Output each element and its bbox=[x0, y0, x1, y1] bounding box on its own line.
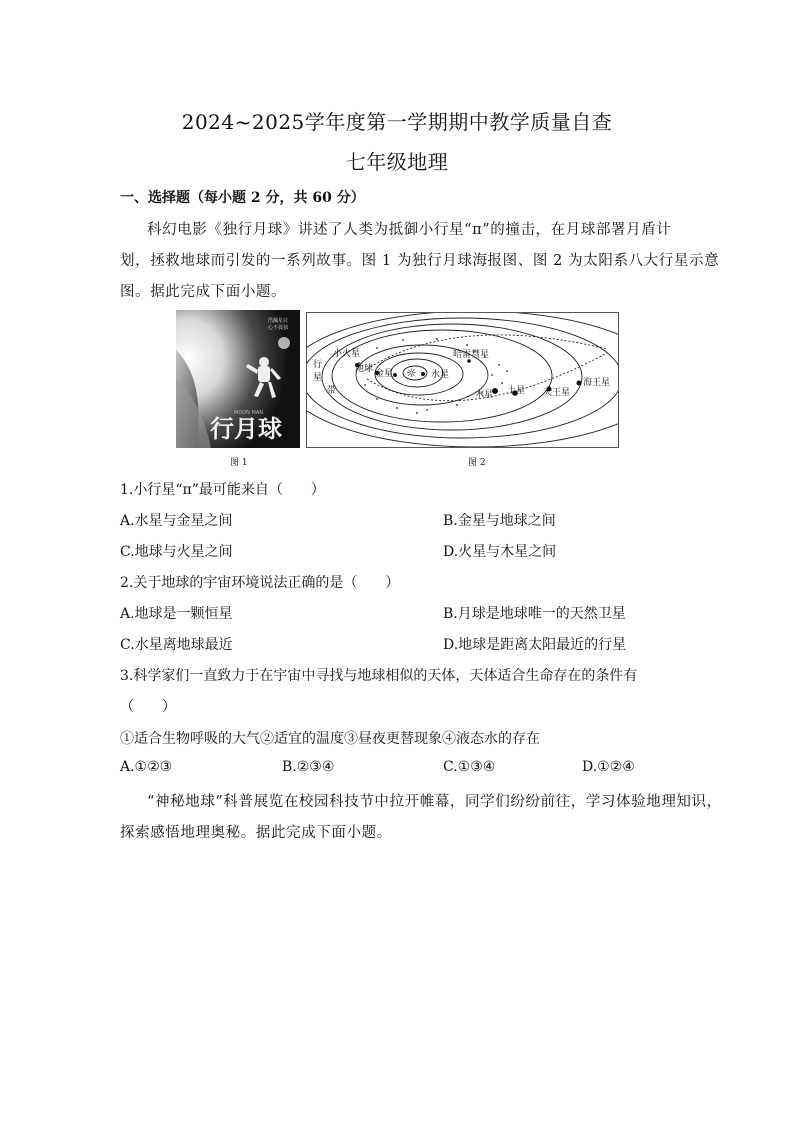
passage1-line1: 科幻电影《独行月球》讲述了人类为抵御小行星“π”的撞击，在月球部署月盾计 bbox=[147, 222, 672, 238]
label-neptune: 海王星 bbox=[583, 378, 611, 388]
section-heading: 一、选择题（每小题 2 分，共 60 分） bbox=[120, 190, 365, 206]
label-saturn: 土星 bbox=[507, 386, 526, 396]
solar-system-diagram bbox=[306, 312, 619, 448]
question2-stem: 2.关于地球的宇宙环境说法正确的是（ ） bbox=[120, 575, 400, 591]
label-uranus: 天王星 bbox=[543, 388, 571, 398]
label-jupiter: 木星 bbox=[475, 390, 494, 400]
label-earth: 地球 bbox=[355, 364, 374, 374]
poster-tagline-1: 浩瀚星辰 bbox=[268, 318, 289, 324]
orbits bbox=[307, 313, 618, 447]
poster-title: 行月球 bbox=[210, 415, 282, 443]
solar-system-svg bbox=[307, 313, 618, 447]
question1-option-d: D.火星与木星之间 bbox=[443, 544, 557, 560]
planet-mercury bbox=[421, 372, 425, 376]
label-asteroid-2: 星 bbox=[313, 373, 323, 383]
planet-neptune bbox=[577, 381, 582, 386]
question2-option-d: D.地球是距离太阳最近的行星 bbox=[443, 637, 627, 653]
label-halley-comet: 哈雷彗星 bbox=[453, 350, 490, 360]
question1-option-c: C.地球与火星之间 bbox=[120, 544, 233, 560]
question3-stem: 3.科学家们一直致力于在宇宙中寻找与地球相似的天体，天体适合生命存在的条件有 bbox=[120, 668, 638, 684]
question1-stem: 1.小行星“π”最可能来自（ ） bbox=[120, 482, 325, 498]
exam-subject: 七年级地理 bbox=[345, 150, 449, 174]
planet-venus bbox=[393, 373, 397, 377]
question1-option-b: B.金星与地球之间 bbox=[443, 513, 556, 529]
passage2-line1: “神秘地球”科普展览在校园科技节中拉开帷幕，同学们纷纷前往，学习体验地理知识， bbox=[147, 794, 722, 810]
poster-subtitle: MOON MAN bbox=[234, 410, 263, 416]
exam-title: 2024~2025学年度第一学期期中教学质量自查 bbox=[181, 110, 613, 134]
figure1-caption: 图 1 bbox=[230, 458, 248, 468]
figure2-caption: 图 2 bbox=[468, 458, 486, 468]
passage1-line2: 划，拯救地球而引发的一系列故事。图 1 为独行月球海报图、图 2 为太阳系八大行星示意 bbox=[120, 253, 720, 269]
question3-option-a: A.①②③ bbox=[120, 759, 173, 775]
orbit-saturn bbox=[322, 324, 582, 430]
question3-option-d: D.①②④ bbox=[582, 759, 635, 775]
label-venus: 金星 bbox=[375, 369, 394, 379]
question2-option-a: A.地球是一颗恒星 bbox=[120, 606, 233, 622]
question3-option-c: C.①③④ bbox=[443, 759, 496, 775]
question1-option-a: A.水星与金星之间 bbox=[120, 513, 233, 529]
poster-image bbox=[176, 310, 300, 448]
poster-tagline-2: 心不孤独 bbox=[268, 325, 289, 331]
label-asteroid-1: 行 bbox=[313, 360, 323, 370]
label-mercury: 水星 bbox=[431, 370, 450, 380]
moon-man-poster bbox=[176, 310, 300, 448]
question3-stem-blank: （ ） bbox=[120, 699, 176, 715]
passage1-line3: 图。据此完成下面小题。 bbox=[120, 284, 287, 300]
sun-symbol: ☼ bbox=[406, 366, 417, 380]
label-mars: 小火星 bbox=[333, 349, 361, 359]
label-asteroid-3: 带 bbox=[327, 386, 337, 396]
passage2-line2: 探索感悟地理奥秘。据此完成下面小题。 bbox=[120, 825, 392, 841]
question3-option-b: B.②③④ bbox=[282, 759, 335, 775]
orbit-neptune bbox=[307, 313, 618, 447]
question2-option-b: B.月球是地球唯一的天然卫星 bbox=[443, 606, 626, 622]
question3-conditions: ①适合生物呼吸的大气②适宜的温度③昼夜更替现象④液态水的存在 bbox=[120, 731, 540, 747]
question2-option-c: C.水星离地球最近 bbox=[120, 637, 233, 653]
